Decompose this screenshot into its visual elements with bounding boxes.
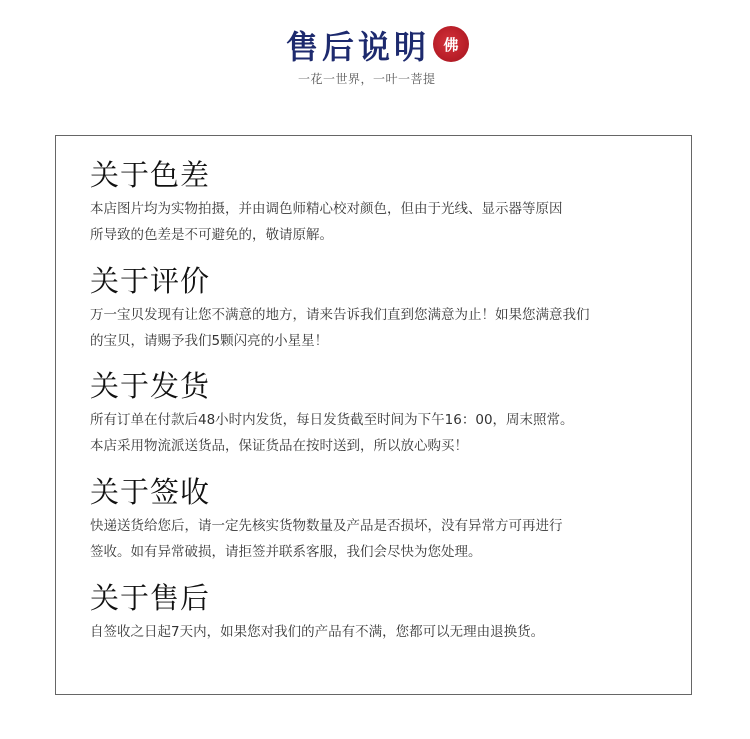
section-heading: 关于发货 xyxy=(90,369,211,403)
section-after-sales xyxy=(90,581,670,645)
section-receipt xyxy=(90,475,670,565)
section-text xyxy=(90,407,670,459)
section-heading: 关于签收 xyxy=(90,475,211,509)
section-line: 本店图片均为实物拍摄，并由调色师精心校对颜色，但由于光线、显示器等原因 xyxy=(90,201,563,217)
section-line: 的宝贝，请赐予我们5颗闪亮的小星星！ xyxy=(90,333,329,349)
after-sales-info-box xyxy=(55,135,692,695)
page-title: 售后说明 xyxy=(286,28,431,66)
section-text xyxy=(90,619,670,645)
section-line: 自签收之日起7天内，如果您对我们的产品有不满，您都可以无理由退换货。 xyxy=(90,624,545,640)
section-heading: 关于色差 xyxy=(90,158,211,192)
section-line: 快递送货给您后，请一定先核实货物数量及产品是否损坏，没有异常方可再进行 xyxy=(90,518,563,534)
section-text xyxy=(90,196,670,248)
section-line: 签收。如有异常破损，请拒签并联系客服，我们会尽快为您处理。 xyxy=(90,544,482,560)
section-color-difference xyxy=(90,158,670,248)
section-line: 本店采用物流派送货品，保证货品在按时送到，所以放心购买！ xyxy=(90,438,468,454)
section-text xyxy=(90,513,670,565)
section-line: 所导致的色差是不可避免的，敬请原解。 xyxy=(90,227,333,243)
section-line: 万一宝贝发现有让您不满意的地方，请来告诉我们直到您满意为止！如果您满意我们 xyxy=(90,307,590,323)
section-text xyxy=(90,302,670,354)
page-header xyxy=(0,0,750,100)
page-subtitle: 一花一世界，一叶一菩提 xyxy=(298,72,436,86)
section-reviews xyxy=(90,264,670,354)
buddha-seal-icon: 佛 xyxy=(433,26,469,62)
section-heading: 关于售后 xyxy=(90,581,211,615)
section-heading: 关于评价 xyxy=(90,264,211,298)
section-line: 所有订单在付款后48小时内发货，每日发货截至时间为下午16：00，周末照常。 xyxy=(90,412,574,428)
section-shipping xyxy=(90,369,670,459)
